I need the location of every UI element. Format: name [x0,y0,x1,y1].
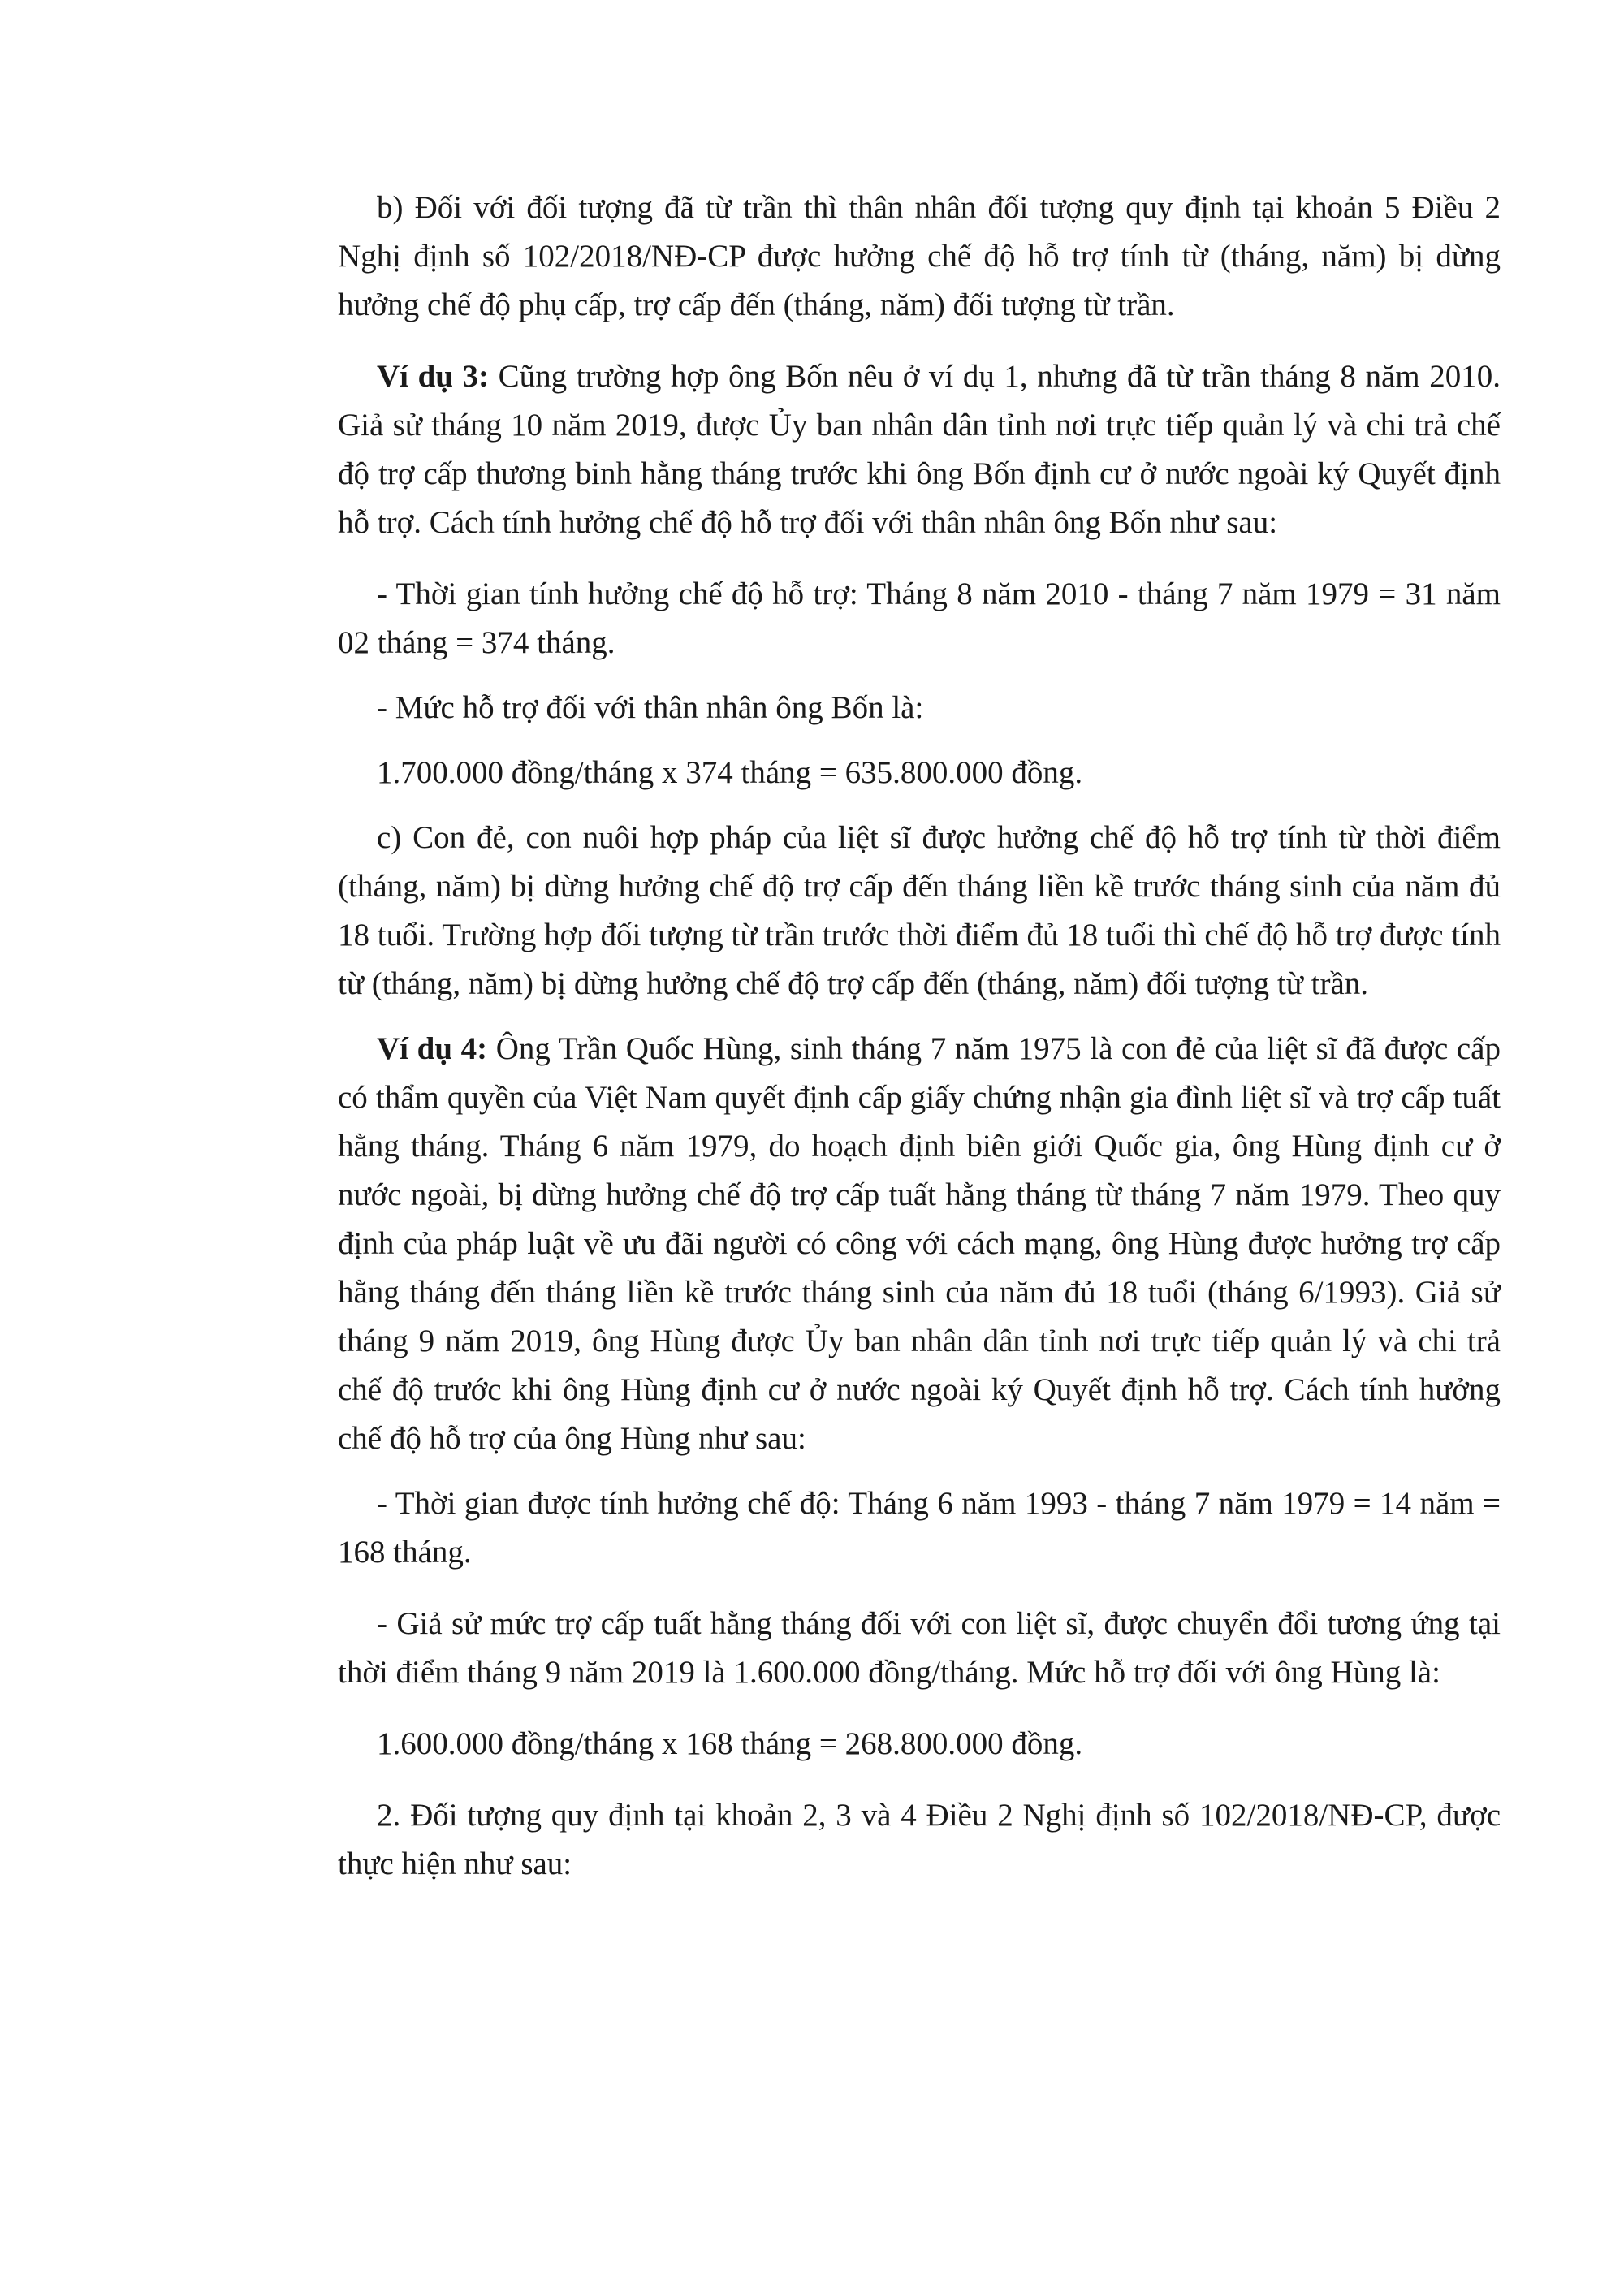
paragraph-b [338,184,1501,330]
paragraph-text: - Giả sử mức trợ cấp tuất hằng tháng đối với con liệt sĩ, được chuyển đổi tương ứng tại thời điểm tháng 9 năm 2019 là 1.600.000 đồng/tháng. Mức hỗ trợ đối với ông Hùng là: [338,1606,1501,1690]
paragraph-text: 2. Đối tượng quy định tại khoản 2, 3 và 4 Điều 2 Nghị định số 102/2018/NĐ-CP, được thực hiện như sau: [338,1798,1501,1881]
paragraph-text: 1.700.000 đồng/tháng x 374 tháng = 635.800.000 đồng. [377,755,1083,790]
paragraph-text: - Thời gian tính hưởng chế độ hỗ trợ: Tháng 8 năm 2010 - tháng 7 năm 1979 = 31 năm 02 tháng = 374 tháng. [338,577,1501,660]
example-3 [338,352,1501,547]
section-2 [338,1791,1501,1889]
example-4 [338,1025,1501,1463]
paragraph-c [338,814,1501,1008]
paragraph-text: - Mức hỗ trợ đối với thân nhân ông Bốn là: [377,690,924,725]
paragraph-text: b) Đối với đối tượng đã từ trần thì thân nhân đối tượng quy định tại khoản 5 Điều 2 Nghị định số 102/2018/NĐ-CP được hưởng chế độ hỗ trợ tính từ (tháng, năm) bị dừng hưởng chế độ phụ cấp, trợ cấp đến (tháng, năm) đối tượng từ trần. [338,190,1501,322]
paragraph-text: Cũng trường hợp ông Bốn nêu ở ví dụ 1, nhưng đã từ trần tháng 8 năm 2010. Giả sử tháng 10 năm 2019, được Ủy ban nhân dân tỉnh nơi trực tiếp quản lý và chi trả chế độ trợ cấp thương binh hằng tháng trước khi ông Bốn định cư ở nước ngoài ký Quyết định hỗ trợ. Cách tính hưởng chế độ hỗ trợ đối với thân nhân ông Bốn như sau: [338,359,1501,540]
example-4-calculation [338,1720,1501,1769]
paragraph-text: 1.600.000 đồng/tháng x 168 tháng = 268.800.000 đồng. [377,1726,1083,1761]
example-label: Ví dụ 3: [377,359,490,394]
example-4-duration [338,1479,1501,1577]
example-4-rate [338,1600,1501,1697]
example-3-duration [338,570,1501,667]
example-3-amount-intro [338,684,1501,732]
example-3-calculation [338,749,1501,797]
paragraph-text: Ông Trần Quốc Hùng, sinh tháng 7 năm 1975 là con đẻ của liệt sĩ đã được cấp có thẩm quyền của Việt Nam quyết định cấp giấy chứng nhận gia đình liệt sĩ và trợ cấp tuất hằng tháng. Tháng 6 năm 1979, do hoạch định biên giới Quốc gia, ông Hùng định cư ở nước ngoài, bị dừng hưởng chế độ trợ cấp tuất hằng tháng từ tháng 7 năm 1979. Theo quy định của pháp luật về ưu đãi người có công với cách mạng, ông Hùng được hưởng trợ cấp hằng tháng đến tháng liền kề trước tháng sinh của năm đủ 18 tuổi (tháng 6/1993). Giả sử tháng 9 năm 2019, ông Hùng được Ủy ban nhân dân tỉnh nơi trực tiếp quản lý và chi trả chế độ trước khi ông Hùng định cư ở nước ngoài ký Quyết định hỗ trợ. Cách tính hưởng chế độ hỗ trợ của ông Hùng như sau: [338,1031,1501,1456]
example-label: Ví dụ 4: [377,1031,488,1066]
paragraph-text: c) Con đẻ, con nuôi hợp pháp của liệt sĩ được hưởng chế độ hỗ trợ tính từ thời điểm (tháng, năm) bị dừng hưởng chế độ trợ cấp đến tháng liền kề trước tháng sinh của năm đủ 18 tuổi. Trường hợp đối tượng từ trần trước thời điểm đủ 18 tuổi thì chế độ hỗ trợ được tính từ (tháng, năm) bị dừng hưởng chế độ trợ cấp đến (tháng, năm) đối tượng từ trần. [338,820,1501,1001]
document-body [338,184,1501,1889]
paragraph-text: - Thời gian được tính hưởng chế độ: Tháng 6 năm 1993 - tháng 7 năm 1979 = 14 năm = 168 tháng. [338,1486,1501,1570]
